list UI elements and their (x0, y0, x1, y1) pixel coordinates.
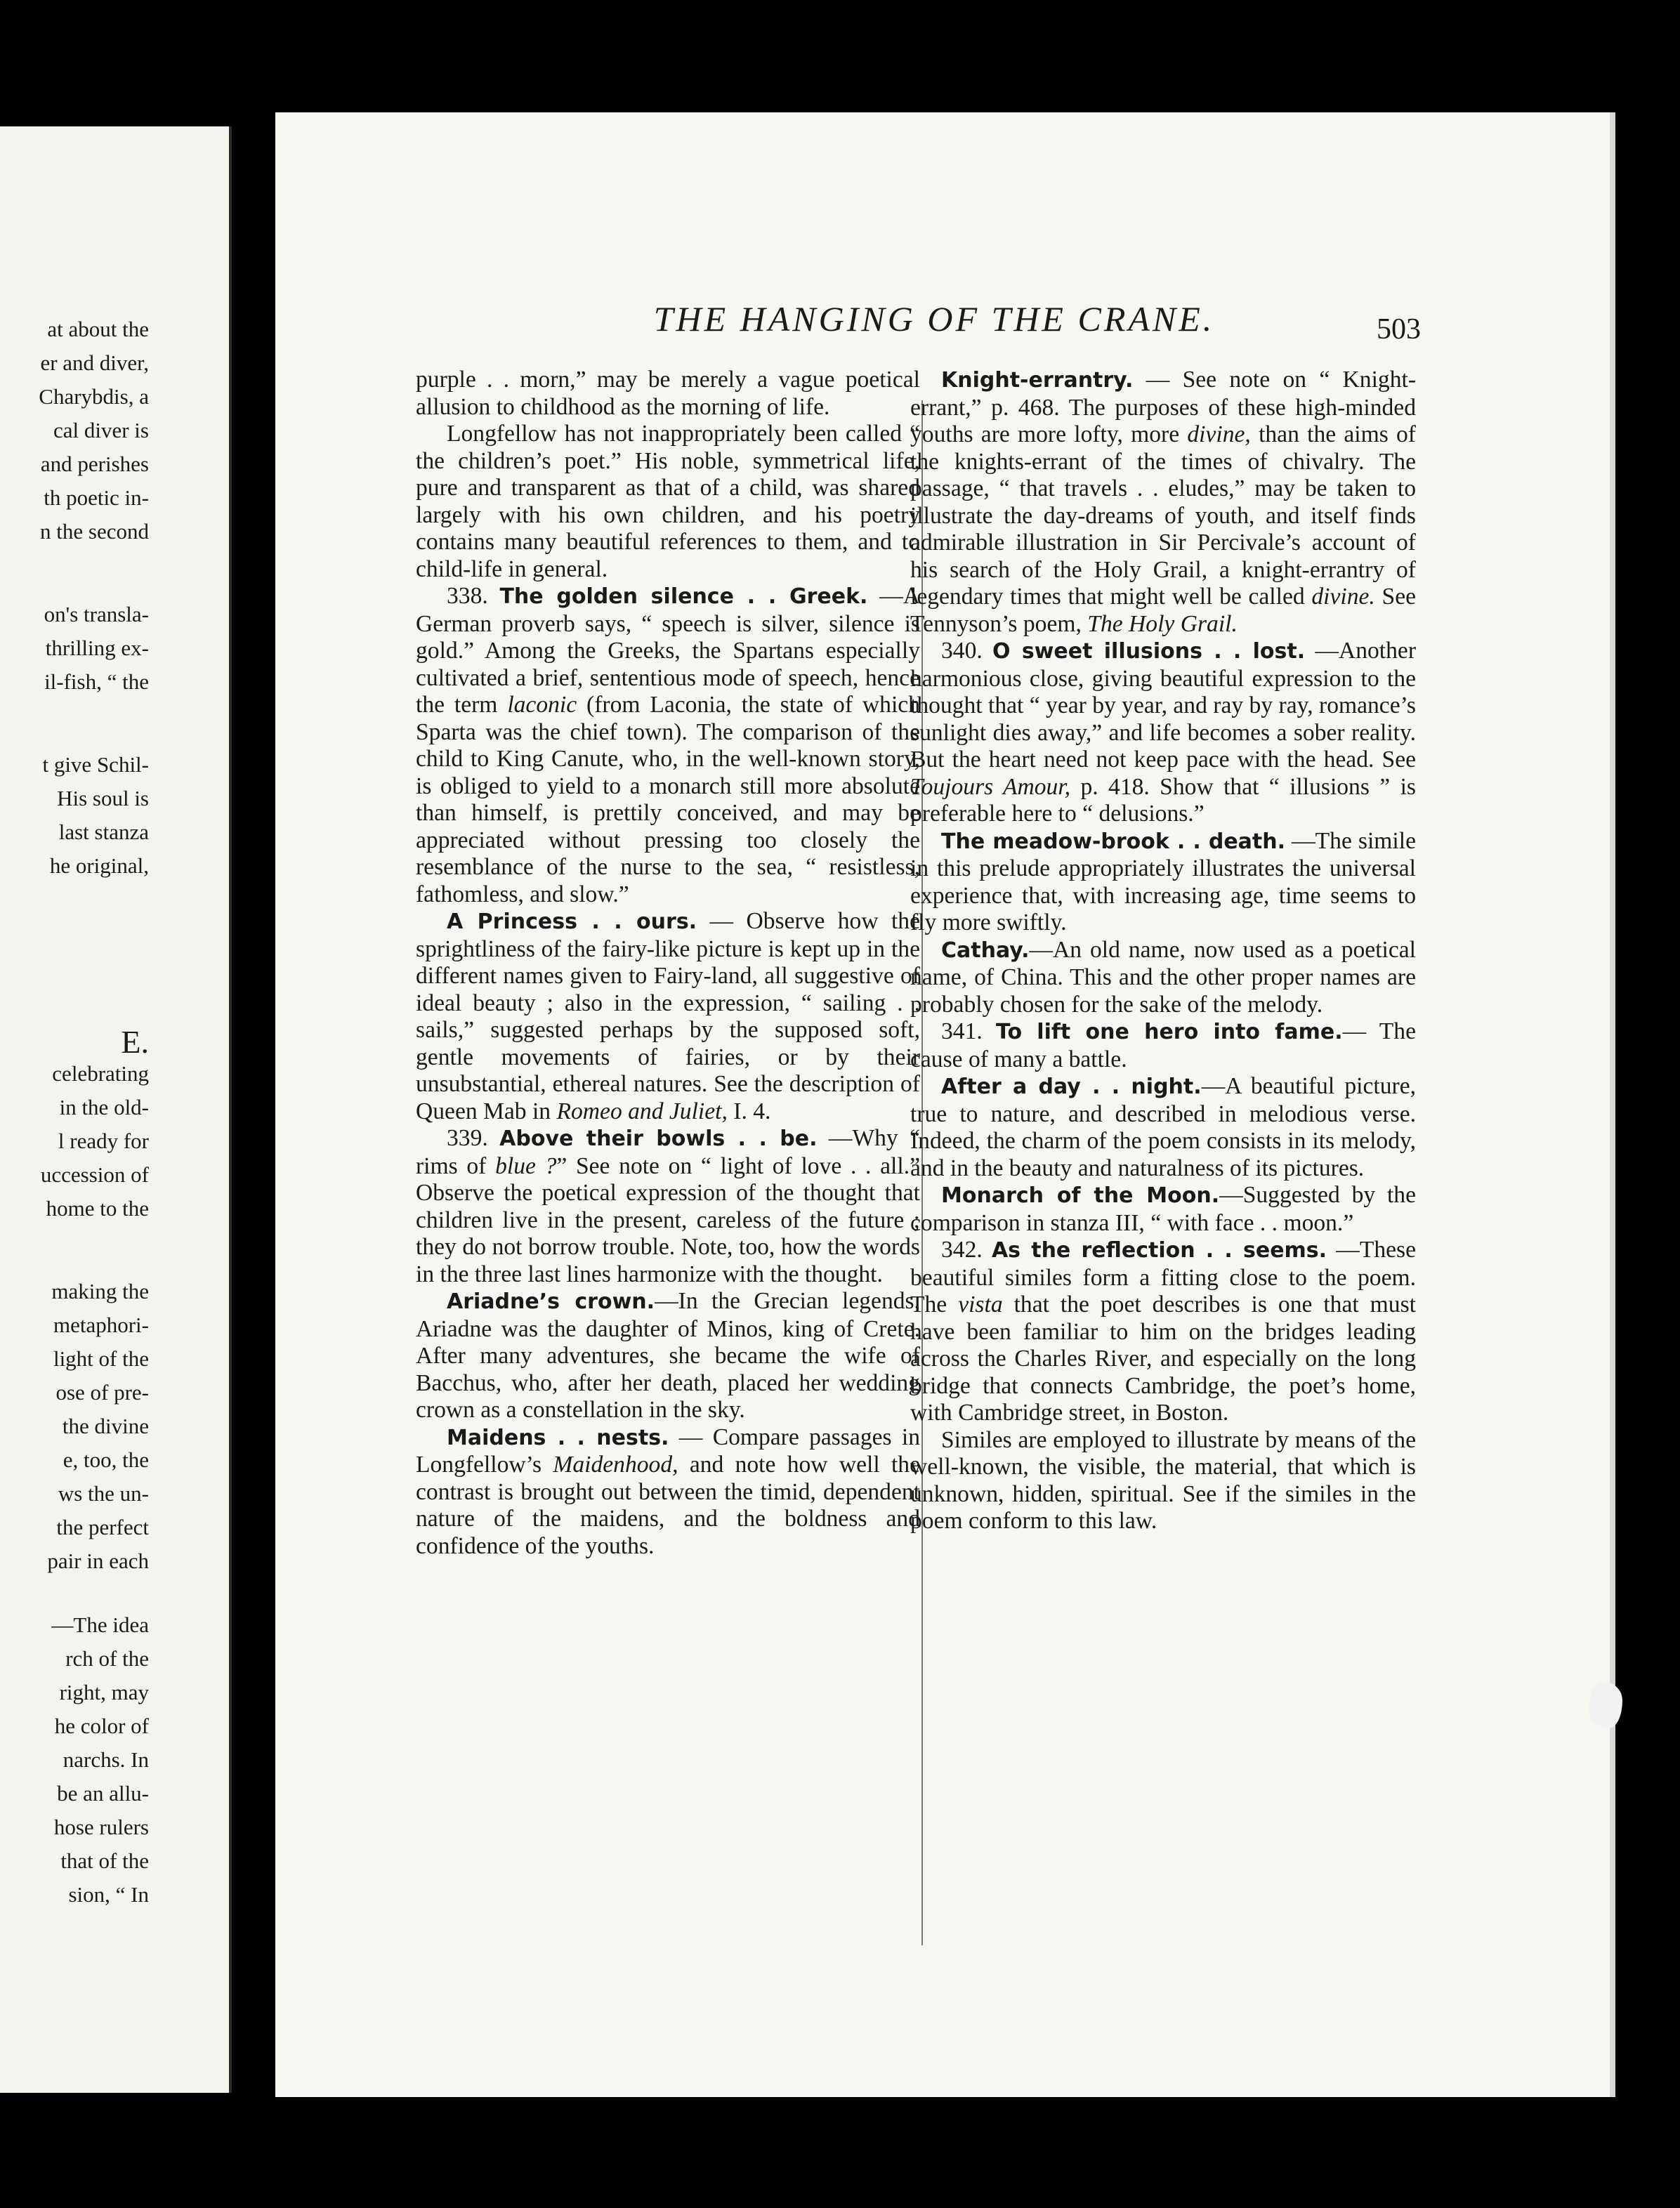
facing-page-line: th poetic in- (44, 485, 149, 510)
page-number: 503 (1377, 313, 1421, 346)
facing-page-line: making the (51, 1279, 149, 1303)
facing-page-line: on's transla- (44, 602, 149, 626)
facing-page-line: last stanza (58, 820, 149, 844)
page-edge (1610, 112, 1615, 2097)
note-heading: Maidens . . nests. (447, 1425, 669, 1450)
facing-page-line: e, too, the (63, 1447, 149, 1472)
facing-page-line: in the old- (59, 1095, 149, 1119)
facing-page-left (0, 126, 232, 2093)
facing-page-line: —The idea (51, 1612, 149, 1637)
facing-page-line: at about the (47, 317, 149, 341)
note-338: 338. The golden silence . . Greek. —A German proverb says, “ speech is silver, silence is gold.” Among the Greeks, the Spartans especially cultivated a brief, sententious mode of speech, hence the term laconic (from Laconia, the state of which Sparta was the chief town). The comparison of the child to King Canute, who, in the well-known story, is obliged to yield to a monarch still more absolute than himself, is prettily conceived, and may be appreciated without pressing too closely the resemblance of the nurse to the sea, “ resistless, fathomless, and slow.” (416, 583, 920, 907)
page-gutter (229, 126, 232, 2093)
facing-page-line: he color of (54, 1714, 149, 1738)
facing-page-line: pair in each (47, 1549, 149, 1573)
facing-page-line: hose rulers (53, 1815, 149, 1839)
note-paragraph: Longfellow has not inappropriately been called “ the children’s poet.” His noble, symmetrical life, pure and transparent as that of a child, was shared largely with his own children, and his poetry contains many beautiful references to them, and to child-life in general. (416, 421, 920, 582)
facing-page-line: that of the (60, 1848, 149, 1873)
facing-page-line: right, may (59, 1680, 149, 1704)
facing-page-line: light of the (53, 1346, 149, 1371)
note-heading: The meadow-brook . . death. (941, 829, 1286, 854)
facing-page-line: he original, (49, 853, 149, 878)
facing-page-line: the divine (62, 1414, 149, 1438)
note-after-a-day: After a day . . night.—A beautiful picture, true to nature, and described in melodious verse. Indeed, the charm of the poem consists in its melody, and in the beauty and naturalness of its pictures. (910, 1073, 1416, 1181)
facing-page-line: His soul is (57, 786, 149, 810)
facing-page-line: narchs. In (63, 1747, 149, 1772)
running-head: THE HANGING OF THE CRANE. (653, 299, 1215, 339)
facing-page-line: home to the (46, 1196, 149, 1221)
facing-page-line: metaphori- (53, 1313, 149, 1337)
note-heading: Above their bowls . . be. (499, 1126, 818, 1151)
section-letter: E. (121, 1024, 149, 1060)
notes-column-left (416, 367, 920, 1560)
note-cathay: Cathay.—An old name, now used as a poetical name, of China. This and the other proper names are probably chosen for the sake of the melody. (910, 936, 1416, 1018)
note-similes: Similes are employed to illustrate by means of the well-known, the visible, the material, that which is unknown, hidden, spiritual. See if the similes in the poem conform to this law. (910, 1426, 1416, 1534)
note-heading: Knight-errantry. (941, 368, 1134, 393)
facing-page-line: ws the un- (58, 1481, 149, 1506)
note-princess: A Princess . . ours. — Observe how the sprightliness of the fairy-like picture is kept up in the different names given to Fairy-land, all suggestive of ideal beauty ; also in the expression, “ sailing . . sails,” suggested perhaps by the supposed soft, gentle movements of fairies, or by their unsubstantial, ethereal natures. See the description of Queen Mab in Romeo and Juliet, I. 4. (416, 908, 920, 1124)
note-monarch: Monarch of the Moon.—Suggested by the comparison in stanza III, “ with face . . moon.” (910, 1182, 1416, 1236)
facing-page-line: Charybdis, a (39, 384, 149, 409)
note-continuation: purple . . morn,” may be merely a vague poetical allusion to childhood as the morning of life. (416, 367, 920, 420)
note-heading: After a day . . night. (941, 1075, 1202, 1099)
note-maidens: Maidens . . nests. — Compare passages in Longfellow’s Maidenhood, and note how well the contrast is brought out between the timid, dependent nature of the maidens, and the boldness and confidence of the youths. (416, 1424, 921, 1559)
note-heading: To lift one hero into fame. (995, 1020, 1343, 1044)
note-339: 339. Above their bowls . . be. —Why “ rims of blue ?” See note on “ light of love . . all.” Observe the poetical expression of the thought that children live in the present, careless of the future ; they do not borrow trouble. Note, too, how the words in the three last lines harmonize with the thought. (416, 1125, 920, 1287)
note-heading: Ariadne’s crown. (447, 1289, 655, 1314)
facing-page-line: cal diver is (53, 418, 149, 442)
notes-column-right (910, 367, 1416, 1535)
note-heading: Cathay. (941, 938, 1030, 963)
facing-page-line: rch of the (65, 1646, 149, 1671)
facing-page-line: the perfect (56, 1515, 149, 1539)
facing-page-line: thrilling ex- (45, 636, 149, 660)
note-ariadne: Ariadne’s crown.—In the Grecian legends, Ariadne was the daughter of Minos, king of Crete. After many adventures, she became the wife of Bacchus, who, after her death, placed her wedding crown as a constellation in the sky. (416, 1288, 920, 1423)
facing-page-line: uccession of (40, 1162, 149, 1187)
facing-page-line: sion, “ In (68, 1882, 149, 1907)
note-341: 341. To lift one hero into fame.— The cause of many a battle. (910, 1018, 1416, 1072)
scan-artifact (1589, 1682, 1622, 1728)
note-meadow-brook: The meadow-brook . . death. —The simile in this prelude appropriately illustrates the universal experience that, with increasing age, time seems to fly more swiftly. (910, 827, 1416, 935)
note-knight-errantry: Knight-errantry. — See note on “ Knight-errant,” p. 468. The purposes of these high-minded youths are more lofty, more divine, than the aims of the knights-errant of the times of chivalry. The passage, “ that travels . . eludes,” may be taken to illustrate the day-dreams of youth, and itself finds admirable illustration in Sir Percivale’s account of his search of the Holy Grail, a knight-errantry of legendary times that might well be called divine. See Tennyson’s poem, The Holy Grail. (910, 367, 1417, 637)
note-340: 340. O sweet illusions . . lost. —Another harmonious close, giving beautiful expression to the thought that “ year by year, and ray by ray, romance’s sunlight dies away,” and life becomes a sober reality. But the heart need not keep pace with the head. See Toujours Amour, p. 418. Show that “ illusions ” is preferable here to “ delusions.” (910, 638, 1416, 827)
facing-page-line: celebrating (52, 1061, 149, 1086)
facing-page-line: n the second (40, 519, 149, 544)
note-heading: The golden silence . . Greek. (499, 584, 868, 609)
note-heading: Monarch of the Moon. (941, 1183, 1220, 1208)
facing-page-line: ose of pre- (55, 1380, 149, 1405)
facing-page-line: t give Schil- (42, 752, 149, 777)
facing-page-line: be an allu- (57, 1781, 149, 1806)
facing-page-line: er and diver, (40, 350, 149, 375)
note-heading: As the reflection . . seems. (991, 1238, 1327, 1263)
facing-page-line: and perishes (40, 452, 149, 476)
note-heading: O sweet illusions . . lost. (992, 639, 1306, 664)
note-342: 342. As the reflection . . seems. —These beautiful similes form a fitting close to the poem. The vista that the poet describes is one that must have been familiar to him on the bridges leading across the Charles River, and especially on the long bridge that connects Cambridge, the poet’s home, with Cambridge street, in Boston. (910, 1237, 1416, 1426)
facing-page-line: il-fish, “ the (44, 669, 149, 694)
note-heading: A Princess . . ours. (447, 909, 697, 934)
facing-page-line: l ready for (58, 1129, 149, 1153)
